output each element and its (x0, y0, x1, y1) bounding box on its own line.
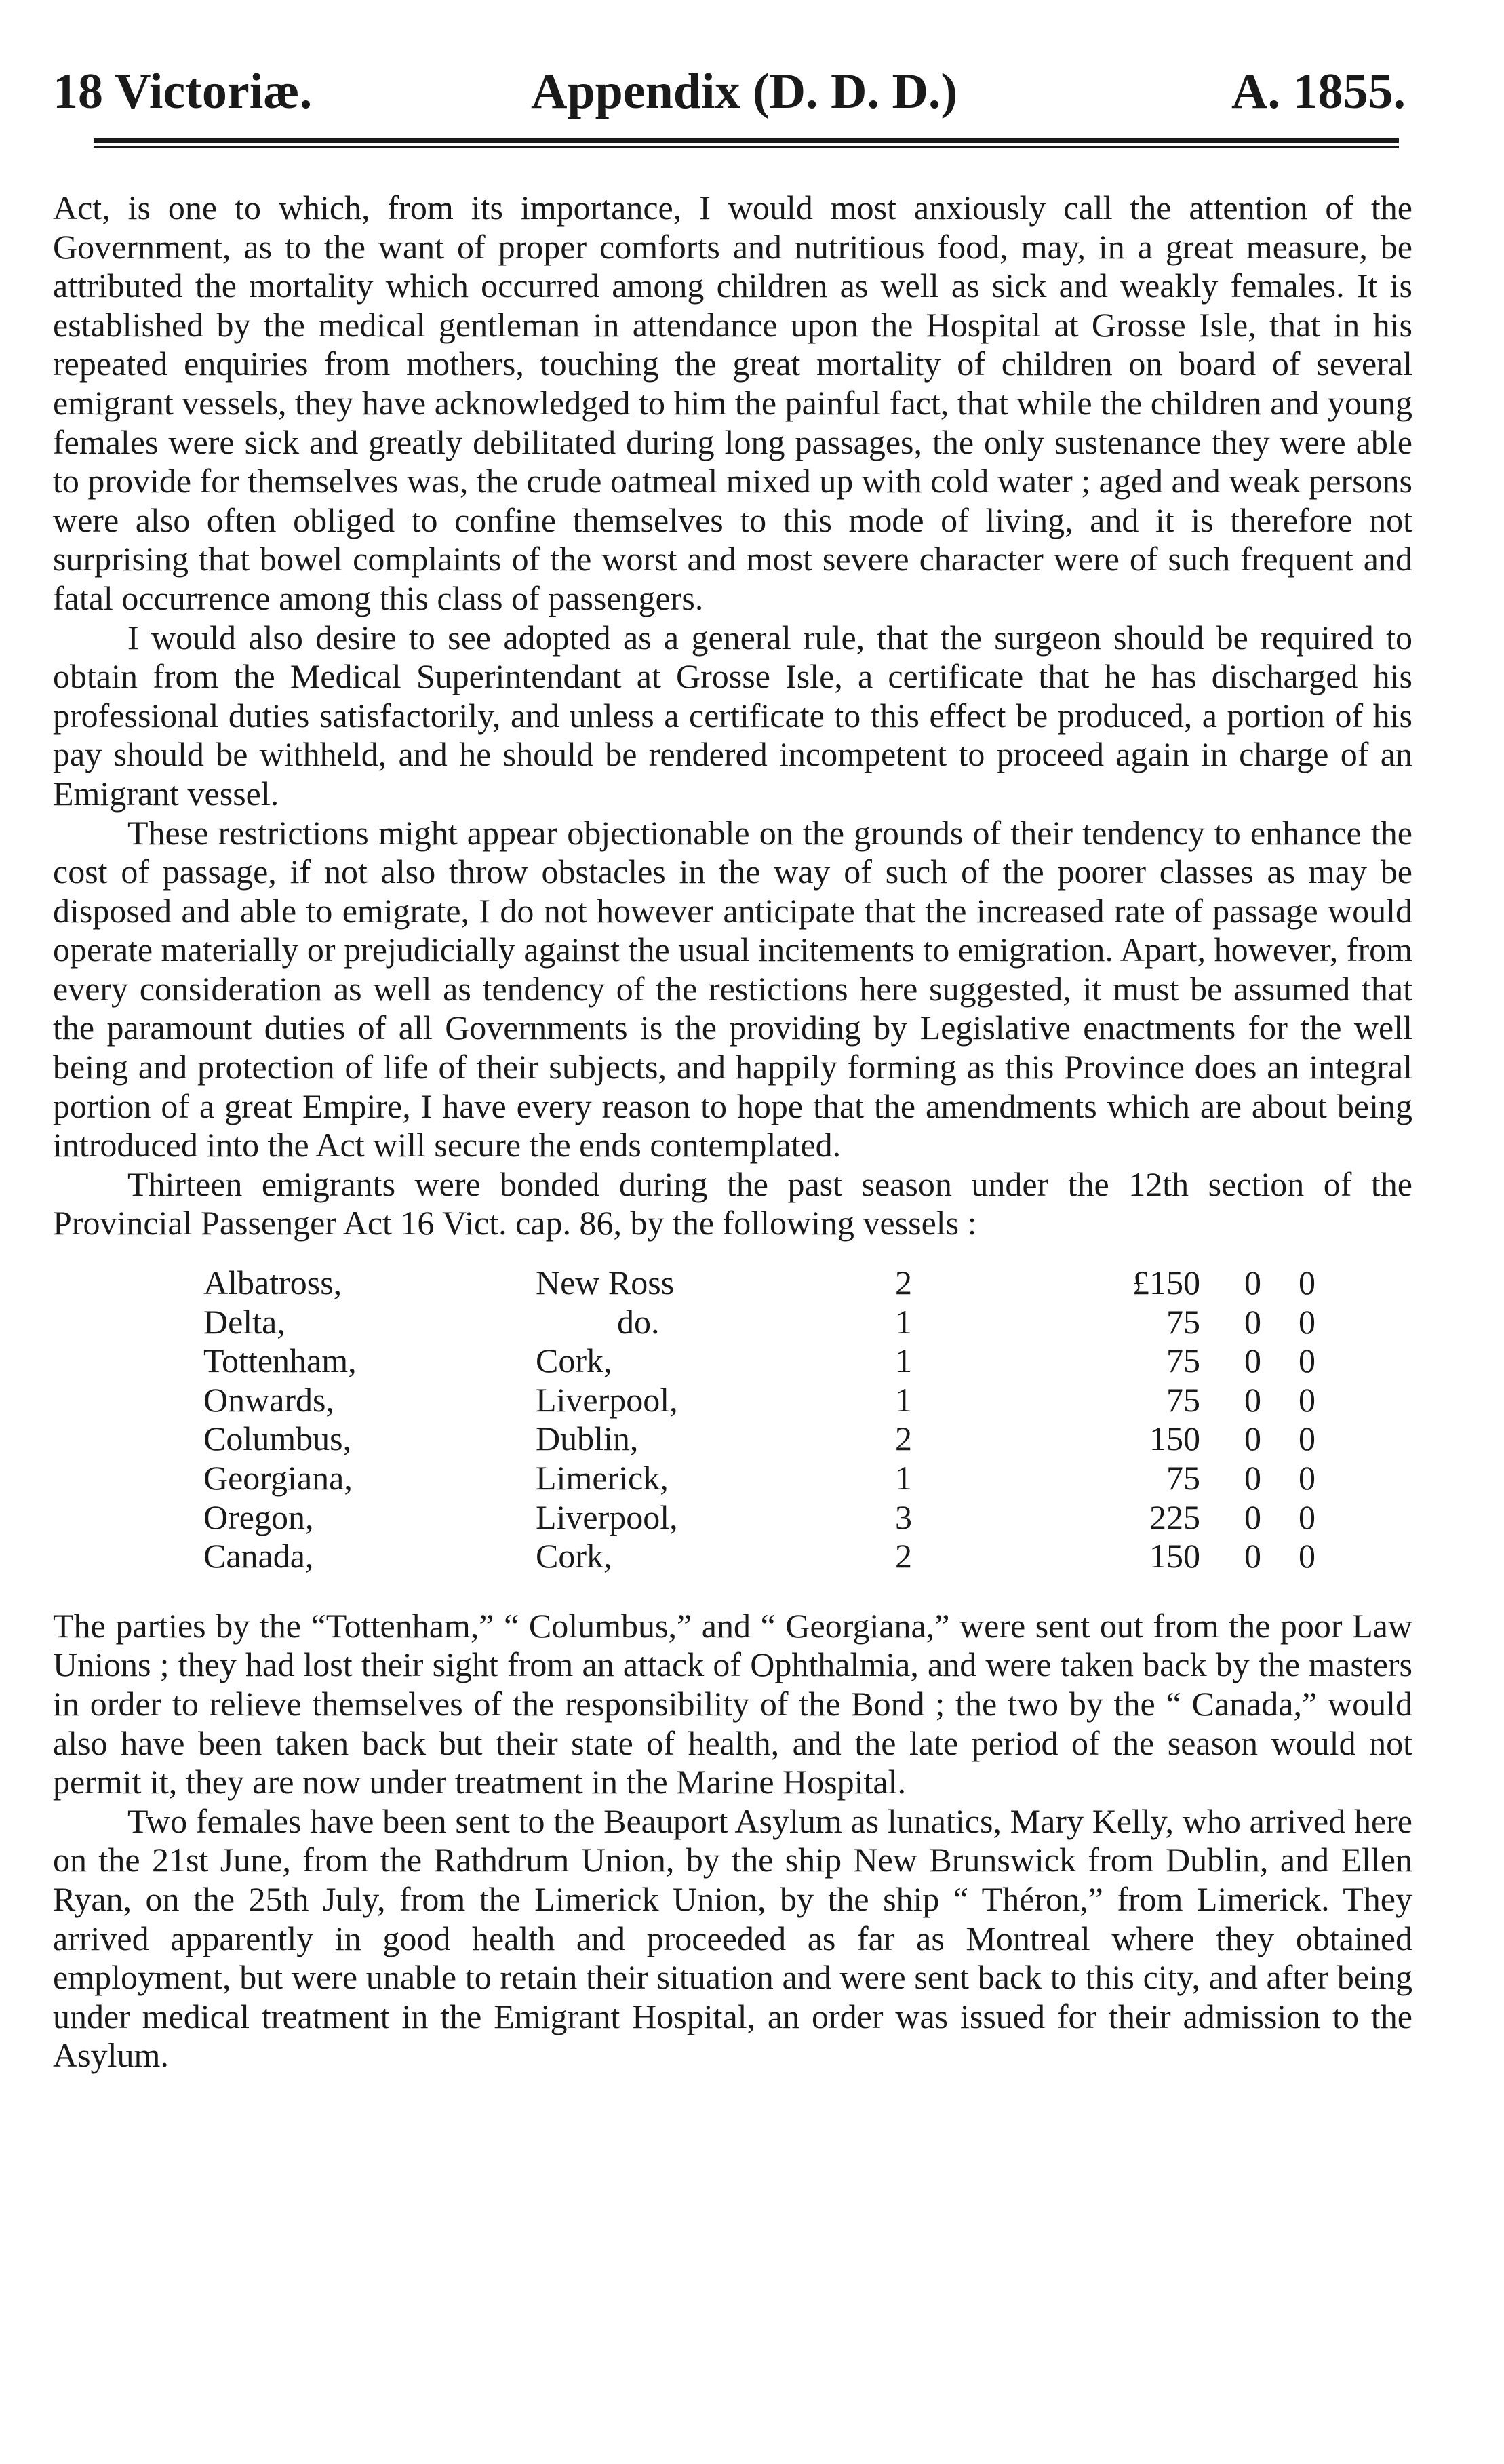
amount-shillings: 0 (1244, 1459, 1261, 1497)
amount-pence: 0 (1299, 1459, 1315, 1497)
paragraph: These restrictions might appear objectionable on the grounds of their tendency to enhance the cost of passage, if not also throw obstacles in the way of such of the poorer classes as may be disposed and able to emigrate, I do not however anticipate that the increased rate of passage would operate materially or prejudicially against the usual incitements to emigration. Apart, however, from every consideration as well as tendency of the restictions here suggested, it must be assumed that the paramount duties of all Governments is the providing by Legislative enactments for the well being and protection of life of their subjects, and happily forming as this Province does an integral portion of a great Empire, I have every reason to hope that the amendments which are about being introduced into the Act will secure the ends contemplated. (53, 813, 1412, 1165)
amount-pounds: £150 (1132, 1264, 1200, 1302)
table-row (203, 1264, 1315, 1303)
page-header (53, 54, 1412, 129)
emigrant-count: 1 (895, 1302, 912, 1341)
emigrant-count: 1 (895, 1380, 912, 1419)
paragraph: Act, is one to which, from its importance, I would most anxiously call the attention of the Government, as to the want of proper comforts and nutritious food, may, in a great measure, be attributed the mortality which occurred among children as well as sick and weakly females. It is established by the medical gentleman in attendance upon the Hospital at Grosse Isle, that in his repeated enquiries from mothers, touching the great mortality of children on board of several emigrant vessels, they have acknowledged to him the painful fact, that while the children and young females were sick and greatly debilitated during long passages, the only sustenance they were able to provide for themselves was, the crude oatmeal mixed up with cold water ; aged and weak persons were also often obliged to confine themselves to this mode of living, and it is therefore not surprising that bowel complaints of the worst and most severe character were of such frequent and fatal occurrence among this class of passengers. (53, 189, 1412, 617)
amount-pounds: 150 (1149, 1420, 1200, 1458)
amount-pounds: 75 (1166, 1342, 1200, 1380)
header-rule-thick (94, 138, 1399, 143)
paragraph: The parties by the “Tottenham,” “ Columbus,” and “ Georgiana,” were sent out from the poor Law Unions ; they had lost their sight from an attack of Ophthalmia, and were taken back by the masters in order to relieve themselves of the responsibility of the Bond ; the two by the “ Canada,” would also have been taken back but their state of health, and the late period of the season would not permit it, they are now under treatment in the Marine Hospital. (53, 1606, 1412, 1801)
amount-pounds: 75 (1166, 1302, 1200, 1341)
header-appendix: Appendix (D. D. D.) (531, 64, 958, 119)
ship-name: Onwards, (203, 1380, 335, 1419)
header-rule-thin (94, 146, 1399, 148)
amount-shillings: 0 (1244, 1302, 1261, 1341)
emigrant-count: 2 (895, 1537, 912, 1576)
table-row (203, 1303, 1315, 1342)
paragraph: Thirteen emigrants were bonded during the past season under the 12th section of the Provincial Passenger Act 16 Vict. cap. 86, by the following vessels : (53, 1165, 1412, 1243)
ship-name: Canada, (203, 1537, 314, 1576)
amount-pounds: 75 (1166, 1380, 1200, 1419)
ship-name: Albatross, (203, 1264, 342, 1302)
table-row (203, 1381, 1315, 1420)
paragraph: I would also desire to see adopted as a general rule, that the surgeon should be required to obtain from the Medical Superintendant at Grosse Isle, a certificate that he has discharged his professional duties satisfactorily, and unless a certificate to this effect be produced, a portion of his pay should be withheld, and he should be rendered incompetent to proceed again in charge of an Emigrant vessel. (53, 618, 1412, 813)
amount-shillings: 0 (1244, 1264, 1261, 1302)
table-row (203, 1459, 1315, 1498)
port-name: Cork, (536, 1342, 612, 1380)
port-name: Cork, (536, 1537, 612, 1576)
ship-name: Georgiana, (203, 1459, 353, 1497)
paragraph: Two females have been sent to the Beauport Asylum as lunatics, Mary Kelly, who arrived here on the 21st June, from the Rathdrum Union, by the ship New Brunswick from Dublin, and Ellen Ryan, on the 25th July, from the Limerick Union, by the ship “ Théron,” from Limerick. They arrived apparently in good health and proceeded as far as Montreal where they obtained employment, but were unable to retain their situation and were sent back to this city, and after being under medical treatment in the Emigrant Hospital, an order was issued for their admission to the Asylum. (53, 1801, 1412, 2075)
amount-pence: 0 (1299, 1498, 1315, 1536)
port-name: Liverpool, (536, 1498, 678, 1536)
amount-pence: 0 (1299, 1264, 1315, 1302)
emigrant-count: 1 (895, 1459, 912, 1497)
amount-pounds: 75 (1166, 1459, 1200, 1497)
header-session: 18 Victoriæ. (53, 64, 313, 119)
amount-shillings: 0 (1244, 1420, 1261, 1458)
amount-pounds: 225 (1149, 1498, 1200, 1536)
amount-shillings: 0 (1244, 1342, 1261, 1380)
amount-pence: 0 (1299, 1420, 1315, 1458)
body-text (53, 189, 1412, 2075)
document-page (53, 54, 1412, 2075)
header-year: A. 1855. (1231, 64, 1406, 119)
emigrant-count: 2 (895, 1420, 912, 1458)
table-row (203, 1498, 1315, 1538)
emigrant-count: 2 (895, 1264, 912, 1302)
ship-name: Delta, (203, 1302, 285, 1341)
ship-name: Tottenham, (203, 1342, 357, 1380)
port-name: Dublin, (536, 1420, 639, 1458)
table-row (203, 1420, 1315, 1459)
amount-pence: 0 (1299, 1537, 1315, 1576)
table-row (203, 1342, 1315, 1381)
port-name: New Ross (536, 1264, 675, 1302)
bonded-vessels-table (203, 1264, 1315, 1576)
amount-shillings: 0 (1244, 1537, 1261, 1576)
amount-pence: 0 (1299, 1342, 1315, 1380)
port-name: Liverpool, (536, 1380, 678, 1419)
amount-shillings: 0 (1244, 1380, 1261, 1419)
emigrant-count: 3 (895, 1498, 912, 1536)
ship-name: Columbus, (203, 1420, 352, 1458)
amount-pence: 0 (1299, 1380, 1315, 1419)
emigrant-count: 1 (895, 1342, 912, 1380)
port-name: Limerick, (536, 1459, 669, 1497)
table-row (203, 1537, 1315, 1576)
amount-shillings: 0 (1244, 1498, 1261, 1536)
amount-pounds: 150 (1149, 1537, 1200, 1576)
closing-paragraphs (53, 1607, 1412, 2075)
ship-name: Oregon, (203, 1498, 314, 1536)
port-name: do. (617, 1302, 660, 1341)
amount-pence: 0 (1299, 1302, 1315, 1341)
